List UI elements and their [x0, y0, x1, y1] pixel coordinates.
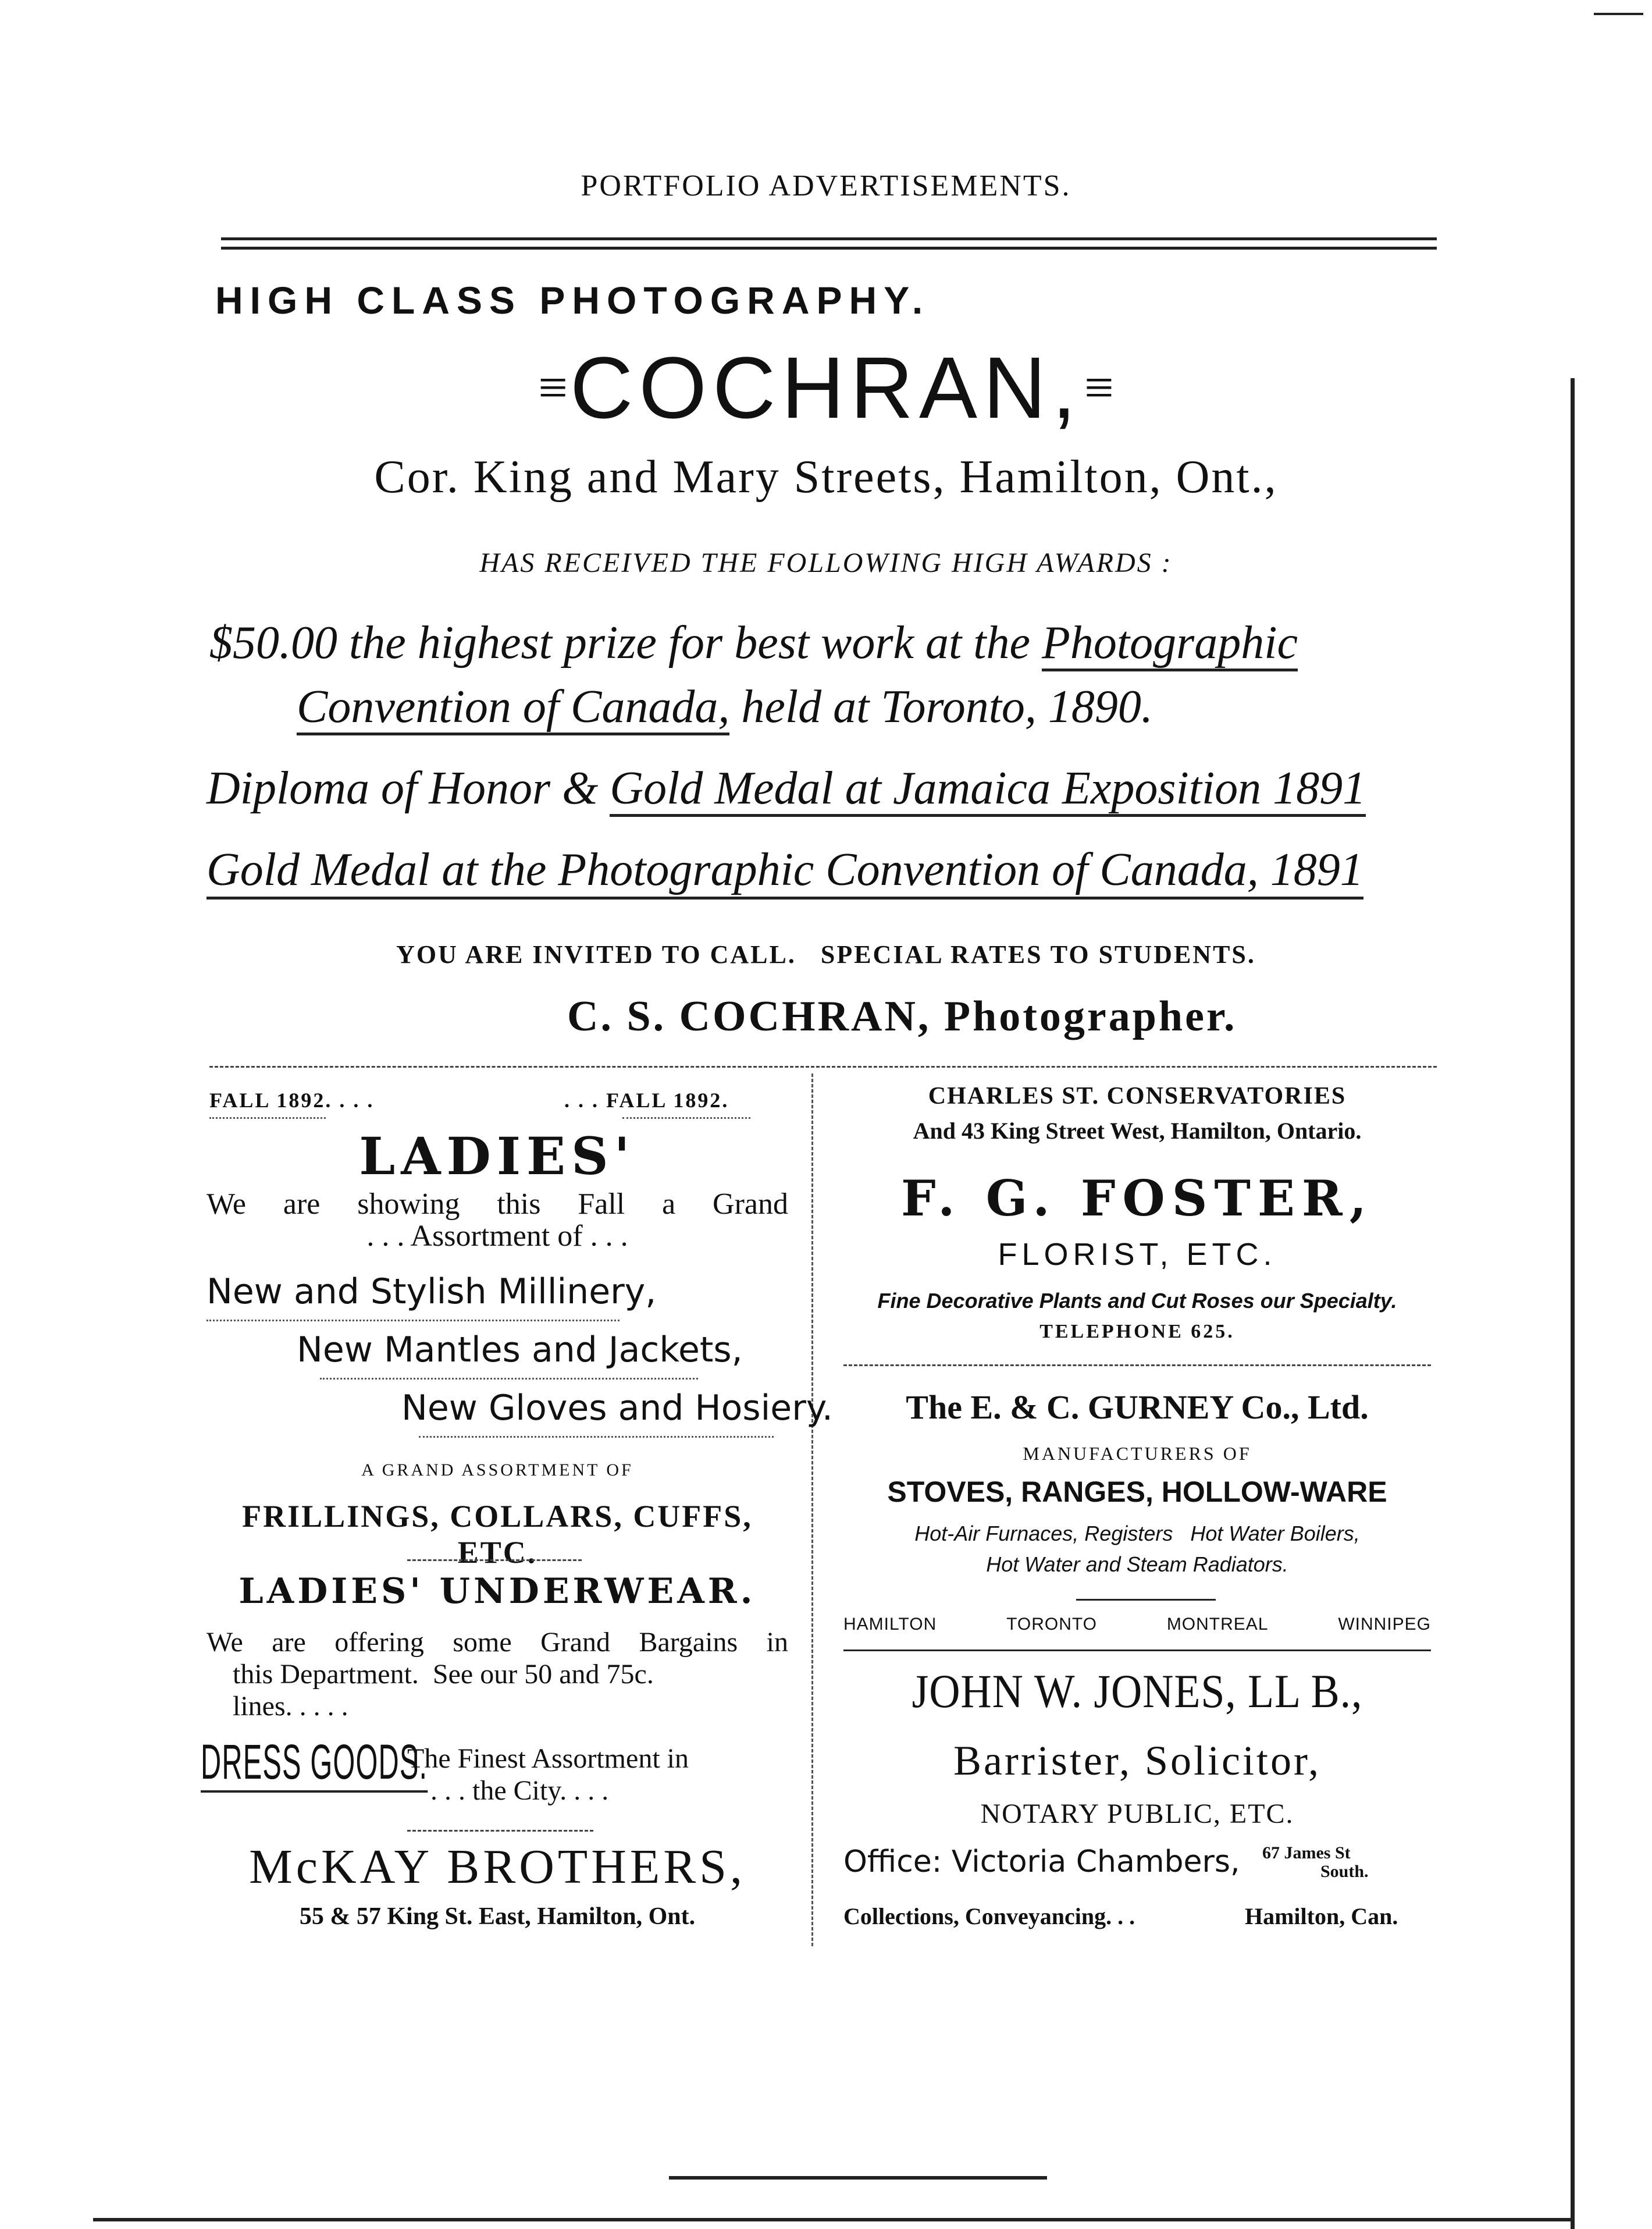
- column-divider: [811, 1073, 815, 1946]
- award-1-convention: Convention of Canada,: [297, 681, 729, 735]
- gurney-name: The E. & C. GURNEY Co., Ltd.: [906, 1388, 1369, 1426]
- gloves-dots: [419, 1436, 774, 1438]
- foster-address: And 43 King Street West, Hamilton, Ontario.: [913, 1118, 1362, 1144]
- gurney-cities: [843, 1615, 1431, 1634]
- underwear-heading: LADIES' UNDERWEAR.: [238, 1571, 756, 1612]
- mckay-mantles: New Mantles and Jackets,: [297, 1329, 743, 1370]
- cochran-tagline: HIGH CLASS PHOTOGRAPHY.: [215, 279, 930, 322]
- city-toronto: TORONTO: [1006, 1615, 1097, 1634]
- mckay-intro-2: . . . Assortment of . . .: [366, 1220, 628, 1253]
- award-2-line: [206, 762, 1366, 815]
- finest-1: The Finest Assortment in: [407, 1743, 689, 1774]
- footer-rule: [669, 2176, 1047, 2180]
- mckay-millinery: New and Stylish Millinery,: [206, 1271, 657, 1312]
- fall-right-dots: [622, 1117, 750, 1119]
- fall-right: . . . FALL 1892.: [564, 1089, 729, 1112]
- mckay-grand: A GRAND ASSORTMENT OF: [361, 1460, 633, 1480]
- corner-mark: [1594, 13, 1643, 15]
- gurney-manufacturers: MANUFACTURERS OF: [1023, 1443, 1252, 1464]
- cochran-name: COCHRAN,: [569, 339, 1083, 436]
- mckay-intro-1: We are showing this Fall a Grand: [206, 1188, 788, 1221]
- award-3-line: Gold Medal at the Photographic Convention of Canada, 1891: [206, 844, 1363, 900]
- mckay-frillings: FRILLINGS, COLLARS, CUFFS, ETC.: [242, 1499, 753, 1570]
- cochran-signature: C. S. COCHRAN, Photographer.: [567, 993, 1237, 1040]
- mantles-dots: [320, 1378, 698, 1380]
- jones-office-address-2: South.: [1320, 1862, 1369, 1881]
- dress-goods-divider: [407, 1830, 593, 1832]
- award-1-text: $50.00 the highest prize for best work at the: [209, 617, 1031, 669]
- city-winnipeg: WINNIPEG: [1338, 1615, 1431, 1634]
- mckay-firm-address: 55 & 57 King St. East, Hamilton, Ont.: [299, 1903, 696, 1930]
- jones-name: JOHN W. JONES, LL B.,: [912, 1665, 1363, 1718]
- cochran-awards-head: HAS RECEIVED THE FOLLOWING HIGH AWARDS :: [479, 548, 1173, 578]
- millinery-dots: [206, 1320, 620, 1321]
- city-montreal: MONTREAL: [1166, 1615, 1269, 1634]
- jones-office: Office: Victoria Chambers,: [843, 1844, 1240, 1879]
- jones-profession: Barrister, Solicitor,: [953, 1737, 1322, 1784]
- bottom-rule: [93, 2218, 1573, 2221]
- section-divider: [209, 1066, 1437, 1068]
- foster-specialty: Fine Decorative Plants and Cut Roses our Specialty.: [877, 1289, 1397, 1313]
- foster-trade: FLORIST, ETC.: [998, 1237, 1277, 1272]
- award-2-gold-medal: Gold Medal at Jamaica Exposition 1891: [610, 763, 1366, 817]
- gurney-line-1: Hot-Air Furnaces, Registers Hot Water Boilers,: [914, 1521, 1360, 1545]
- jones-city: Hamilton, Can.: [1245, 1903, 1398, 1929]
- award-2-ampersand: &: [562, 763, 599, 814]
- dress-goods: DRESS GOODS.: [201, 1734, 428, 1793]
- bargains-2: this Department. See our 50 and 75c.: [233, 1659, 654, 1690]
- mckay-gloves: New Gloves and Hosiery.: [401, 1388, 833, 1428]
- cochran-name-block: [0, 337, 1652, 436]
- right-margin-rule: [1571, 378, 1575, 2229]
- ornament-right-icon: ≡: [1084, 359, 1114, 417]
- jones-notary: NOTARY PUBLIC, ETC.: [980, 1798, 1294, 1829]
- jones-collections: Collections, Conveyancing. . .: [843, 1903, 1135, 1929]
- award-1-photographic: Photographic: [1042, 617, 1298, 671]
- top-rule-2: [221, 247, 1437, 250]
- gurney-line-2: Hot Water and Steam Radiators.: [986, 1552, 1288, 1576]
- running-head: PORTFOLIO ADVERTISEMENTS.: [581, 169, 1071, 202]
- bargains-3: lines. . . . .: [233, 1691, 348, 1722]
- jones-office-address-1: 67 James St: [1262, 1843, 1351, 1862]
- ladies-heading: LADIES': [359, 1126, 636, 1186]
- top-rule-1: [221, 237, 1437, 240]
- foster-divider: [843, 1364, 1431, 1366]
- award-1-line-2: [297, 681, 1153, 734]
- cochran-address: Cor. King and Mary Streets, Hamilton, Ont.,: [374, 452, 1278, 503]
- bargains-1: We are offering some Grand Bargains in: [206, 1627, 788, 1658]
- ornament-left-icon: ≡: [538, 359, 568, 417]
- finest-2: . . . the City. . . .: [430, 1775, 609, 1806]
- fall-left: FALL 1892. . . .: [209, 1089, 375, 1112]
- gurney-divider: [843, 1649, 1431, 1651]
- cochran-invite: YOU ARE INVITED TO CALL. SPECIAL RATES TO STUDENTS.: [396, 940, 1256, 969]
- gurney-short-rule: [1076, 1599, 1216, 1601]
- frillings-divider: [407, 1559, 582, 1561]
- foster-telephone: TELEPHONE 625.: [1039, 1321, 1235, 1342]
- award-1-location: held at Toronto, 1890.: [741, 681, 1153, 733]
- foster-name: F. G. FOSTER,: [901, 1169, 1373, 1227]
- mckay-firm: McKAY BROTHERS,: [249, 1840, 746, 1894]
- award-2-diploma: Diploma of Honor: [206, 763, 551, 814]
- fall-left-dots: [209, 1117, 326, 1119]
- gurney-products: STOVES, RANGES, HOLLOW-WARE: [887, 1476, 1387, 1508]
- foster-head: CHARLES ST. CONSERVATORIES: [928, 1083, 1347, 1110]
- award-1-line-1: [209, 617, 1298, 670]
- city-hamilton: HAMILTON: [843, 1615, 937, 1634]
